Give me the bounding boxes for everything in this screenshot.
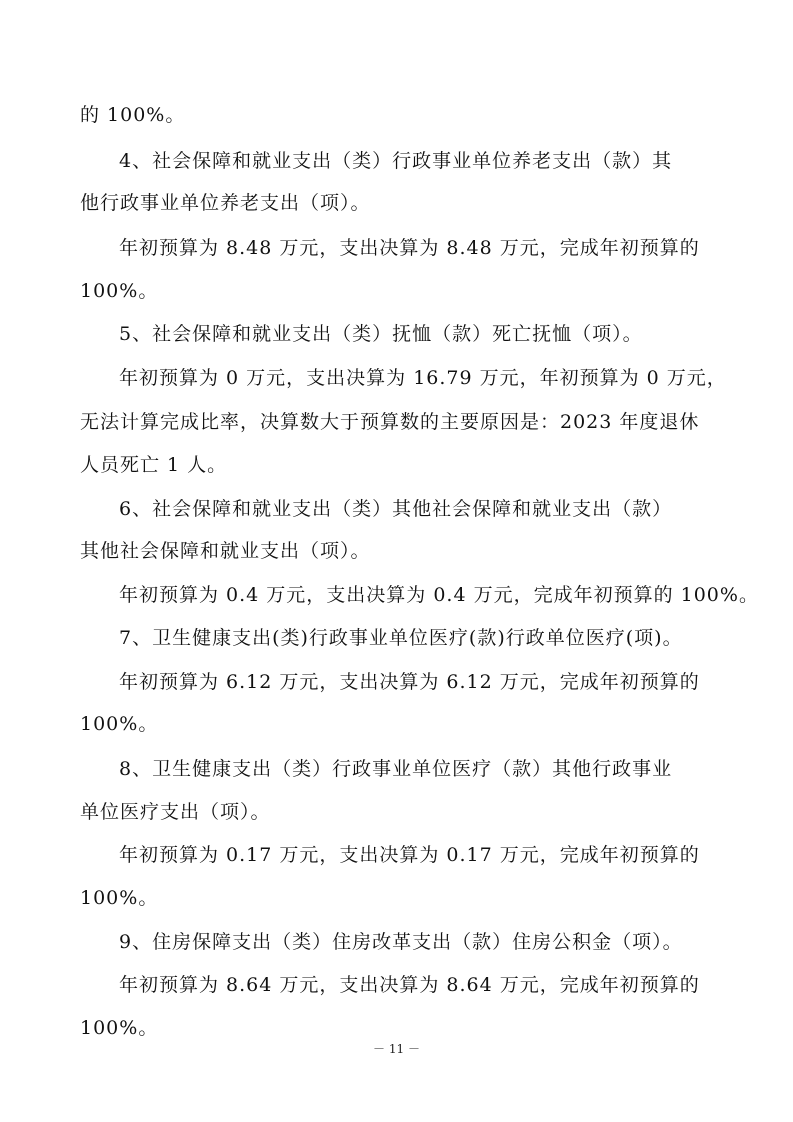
text-line: 的 100%。 [80,104,186,126]
text-line: 年初预算为 8.48 万元，支出决算为 8.48 万元，完成年初预算的 [119,237,700,259]
text-line: 年初预算为 0.4 万元，支出决算为 0.4 万元，完成年初预算的 100%。 [119,584,759,606]
text-line: 其他社会保障和就业支出（项）。 [80,540,371,562]
page-number: － 11 － [373,1042,420,1056]
text-line: 6、社会保障和就业支出（类）其他社会保障和就业支出（款） [119,498,673,520]
text-line: 无法计算完成比率，决算数大于预算数的主要原因是：2023 年度退休 [80,411,700,433]
text-line: 4、社会保障和就业支出（类）行政事业单位养老支出（款）其 [119,150,673,172]
text-line: 8、卫生健康支出（类）行政事业单位医疗（款）其他行政事业 [119,758,673,780]
text-line: 年初预算为 6.12 万元，支出决算为 6.12 万元，完成年初预算的 [119,671,700,693]
text-line: 年初预算为 0.17 万元，支出决算为 0.17 万元，完成年初预算的 [119,844,700,866]
text-line: 他行政事业单位养老支出（项）。 [80,192,371,214]
text-line: 5、社会保障和就业支出（类）抚恤（款）死亡抚恤（项）。 [119,323,643,345]
text-line: 100%。 [80,887,159,909]
text-line: 100%。 [80,1017,159,1039]
text-line: 人员死亡 1 人。 [80,454,228,476]
text-line: 年初预算为 8.64 万元，支出决算为 8.64 万元，完成年初预算的 [119,974,700,996]
text-line: 100%。 [80,713,159,735]
text-line: 年初预算为 0 万元，支出决算为 16.79 万元，年初预算为 0 万元， [119,367,727,389]
text-line: 9、住房保障支出（类）住房改革支出（款）住房公积金（项）。 [119,931,683,953]
text-line: 100%。 [80,280,159,302]
text-line: 7、卫生健康支出(类)行政事业单位医疗(款)行政单位医疗(项)。 [119,627,683,649]
text-line: 单位医疗支出（项）。 [80,801,271,823]
